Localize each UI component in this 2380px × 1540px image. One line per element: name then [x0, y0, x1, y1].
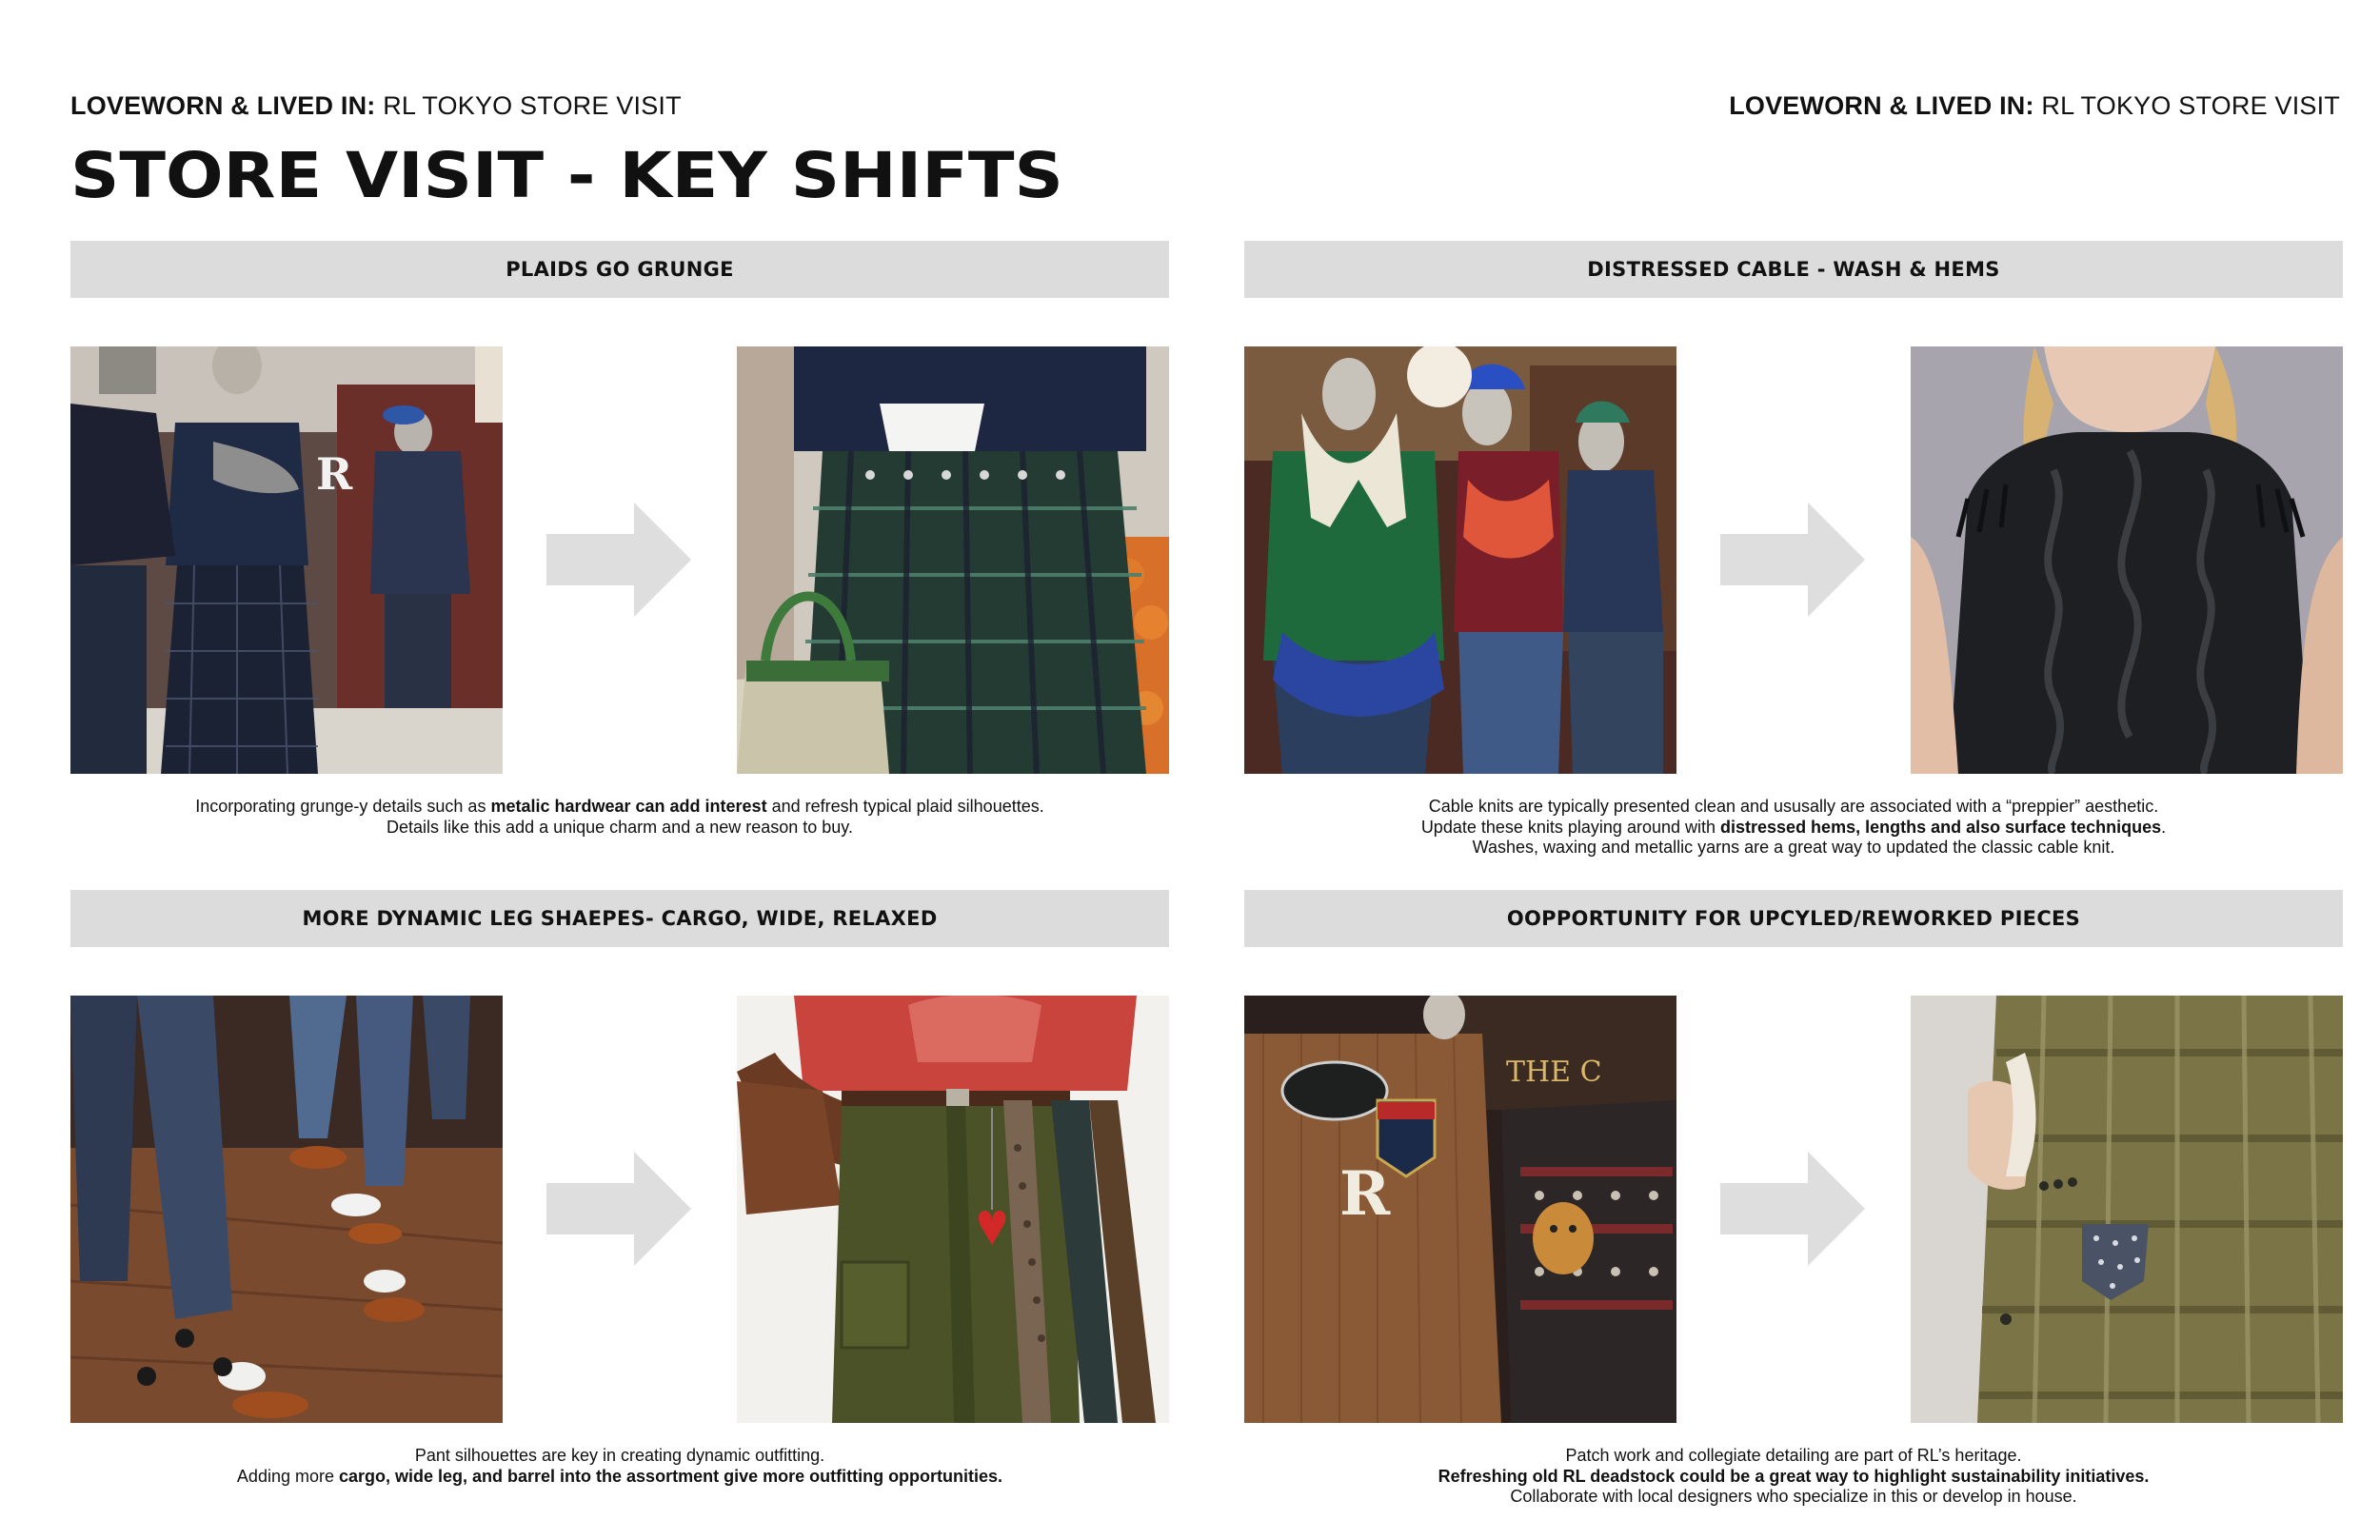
image-comparison-row: [1244, 346, 2343, 774]
store-photo-plaid-mannequins: [70, 346, 503, 774]
section-banner: PLAIDS GO GRUNGE: [70, 241, 1169, 298]
caption-line-2: Details like this add a unique charm and a new reason to buy.: [387, 817, 853, 837]
section-distressed-cable: [1244, 241, 2343, 859]
page-title: STORE VISIT - KEY SHIFTS: [70, 139, 1063, 212]
letter-r-patch: R: [316, 448, 353, 500]
section-banner: DISTRESSED CABLE - WASH & HEMS: [1244, 241, 2343, 298]
arrow-right-icon: [1720, 503, 1865, 617]
caption-line-1: Cable knits are typically presented clean and ususally are associated with a “preppier” aesthetic.: [1428, 797, 2159, 816]
caption-line-1: Pant silhouettes are key in creating dynamic outfitting.: [414, 1446, 825, 1465]
inspiration-photo-reworked-plaid-blazer: [1911, 996, 2343, 1423]
caption-line-1: Incorporating grunge-y details such as metalic hardwear can add interest and refresh typical plaid silhouettes.: [195, 797, 1044, 816]
header-left: [70, 91, 682, 121]
letter-r-patch: R: [1339, 1158, 1391, 1230]
section-caption: [70, 1446, 1169, 1487]
image-comparison-row: [1244, 996, 2343, 1423]
section-caption: [1244, 797, 2343, 859]
image-comparison-row: [70, 346, 1169, 774]
section-banner: MORE DYNAMIC LEG SHAEPES- CARGO, WIDE, RELAXED: [70, 890, 1169, 947]
arrow-right-icon: [546, 503, 691, 617]
caption-line-1: Patch work and collegiate detailing are part of RL’s heritage.: [1565, 1446, 2022, 1465]
section-caption: [70, 797, 1169, 838]
section-upcycled-reworked: [1244, 890, 2343, 1508]
store-photo-cable-knit-mannequins: [1244, 346, 1676, 774]
section-banner: OOPPORTUNITY FOR UPCYLED/REWORKED PIECES: [1244, 890, 2343, 947]
caption-line-2: Update these knits playing around with distressed hems, lengths and also surface techniques.: [1420, 817, 2167, 837]
store-photo-patched-corduroy-jacket: [1244, 996, 1676, 1423]
image-comparison-row: [70, 996, 1169, 1423]
store-sign-text: THE C: [1506, 1056, 1602, 1089]
section-plaids: [70, 241, 1169, 838]
inspiration-photo-distressed-cable-vest: [1911, 346, 2343, 774]
store-photo-denim-legs: [70, 996, 503, 1423]
arrow-right-icon: [1720, 1152, 1865, 1266]
caption-line-3: Collaborate with local designers who specialize in this or develop in house.: [1510, 1487, 2077, 1506]
caption-line-2: Adding more cargo, wide leg, and barrel into the assortment give more outfitting opportunities.: [236, 1466, 1003, 1486]
caption-line-3: Washes, waxing and metallic yarns are a great way to updated the classic cable knit.: [1472, 838, 2115, 857]
section-caption: [1244, 1446, 2343, 1508]
header-right: [1729, 91, 2340, 121]
header-right-light: RL TOKYO STORE VISIT: [2041, 91, 2340, 120]
caption-line-2: Refreshing old RL deadstock could be a great way to highlight sustainability initiatives.: [1438, 1466, 2150, 1486]
header-left-bold: LOVEWORN & LIVED IN:: [70, 91, 376, 120]
arrow-right-icon: [546, 1152, 691, 1266]
section-dynamic-leg-shapes: [70, 890, 1169, 1487]
inspiration-photo-cargo-pants: [737, 996, 1169, 1423]
header-right-bold: LOVEWORN & LIVED IN:: [1729, 91, 2034, 120]
header-left-light: RL TOKYO STORE VISIT: [383, 91, 682, 120]
inspiration-photo-grunge-plaid-skirt: [737, 346, 1169, 774]
